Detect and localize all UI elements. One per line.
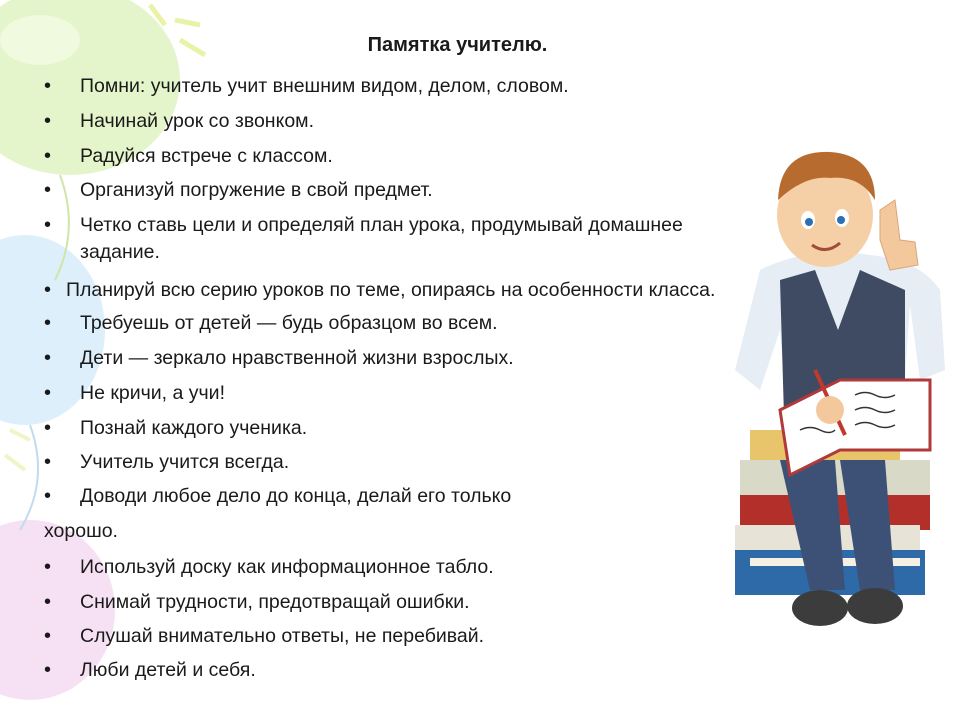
page-title: Памятка учителю. (367, 34, 548, 56)
bullet-icon: • (44, 75, 52, 97)
pupil (837, 216, 845, 224)
list-item: Познай каждого ученика. (80, 417, 308, 439)
bullet-icon: • (44, 591, 52, 613)
bullet-icon: • (44, 659, 52, 681)
hand (816, 396, 844, 424)
list-item: Используй доску как информационное табло. (80, 556, 494, 578)
bullet-icon: • (44, 417, 52, 439)
bullet-icon: • (44, 625, 52, 647)
bullet-icon: • (44, 214, 52, 236)
list-item: Снимай трудности, предотвращай ошибки. (80, 591, 470, 613)
bullet-icon: • (44, 347, 52, 369)
list-item: Дети — зеркало нравственной жизни взрослых. (80, 347, 514, 369)
bullet-icon: • (44, 179, 52, 201)
shoe (847, 588, 903, 624)
list-item: Слушай внимательно ответы, не перебивай. (80, 625, 485, 647)
list-item: Не кричи, а учи! (80, 382, 225, 404)
list-item: Начинай урок со звонком. (80, 110, 314, 132)
bullet-icon: • (44, 451, 52, 473)
bullet-icon: • (44, 485, 52, 507)
shoe (792, 590, 848, 626)
bullet-icon: • (44, 279, 52, 301)
list-item: Люби детей и себя. (80, 659, 256, 681)
bullet-icon: • (44, 312, 52, 334)
list-item: Учитель учится всегда. (80, 451, 290, 473)
bullet-icon: • (44, 382, 52, 404)
bullet-icon: • (44, 145, 52, 167)
sparkle-rays (5, 430, 30, 470)
pupil (805, 218, 813, 226)
bullet-icon: • (44, 556, 52, 578)
list-item: Помни: учитель учит внешним видом, делом, словом. (80, 75, 569, 97)
bullet-icon: • (44, 110, 52, 132)
list-item-continuation: хорошо. (44, 520, 118, 542)
boy-illustration (720, 130, 960, 650)
list-item: Радуйся встрече с классом. (80, 145, 333, 167)
list-item: Организуй погружение в свой предмет. (80, 179, 433, 201)
list-item: Требуешь от детей — будь образцом во всем. (80, 312, 498, 334)
list-item: Доводи любое дело до конца, делай его только (80, 485, 512, 507)
list-item: Четко ставь цели и определяй план урока, продумывай домашнее задание. (80, 214, 683, 263)
list-item: Планируй всю серию уроков по теме, опираясь на особенности класса. (66, 279, 716, 301)
